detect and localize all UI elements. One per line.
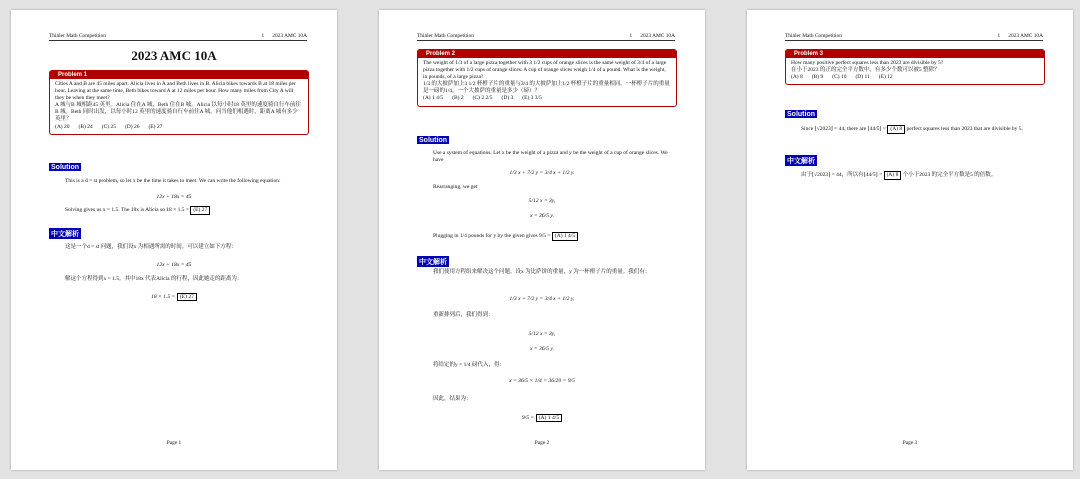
solution-text: Use a system of equations. Let x be the weight of a pizza and y be the weight of a cup of orange slices. We have xyxy=(433,150,668,164)
header-right: 2023 AMC 10A xyxy=(272,33,307,39)
page-1 xyxy=(11,10,337,470)
equation: 1/3 x + 7/2 y = 3/4 x + 1/2 y. xyxy=(509,296,575,302)
problem-box xyxy=(785,49,1045,85)
chinese-solution-text: 由于⌊√2023⌋ = 44，所以有⌊44/5⌋ = (A) 8 个小于2023 的完全平方数是5 的倍数。 xyxy=(801,171,1037,180)
equation: x = 36/5 × 1/4 = 36/20 = 9/5 xyxy=(509,378,575,384)
option: (E) 12 xyxy=(878,74,893,81)
chinese-solution-text: 这是一个d = st 问题，我们设x 为相遇所需的时间。可以建立如下方程： xyxy=(65,244,237,250)
equation: 12x + 18x = 45 xyxy=(156,194,192,200)
solution-text: Rearranging, we get xyxy=(433,184,478,190)
page-3 xyxy=(747,10,1073,470)
answer-options xyxy=(791,74,1039,81)
header-right: 2023 AMC 10A xyxy=(1008,33,1043,39)
problem-label: Problem 3 xyxy=(786,50,1044,58)
option: (C) 2 2/5 xyxy=(472,95,493,102)
option: (E) 3 3/5 xyxy=(522,95,542,102)
page-footer: Page 3 xyxy=(902,440,918,446)
chinese-solution-text: 我们使用方程组来解决这个问题。设x 为比萨饼的重量，y 为一杯橙子片的重量。我们有： xyxy=(433,269,651,275)
solution-text: Plugging in 1/4 pounds for y by the given gives 9/5 = (A) 1 4/5 xyxy=(433,232,669,241)
chinese-solution-text: 解这个方程得到x = 1.5。其中18x 代表Alicia 的行程，因此她走的距离为： xyxy=(65,276,243,282)
problem-text-zh: 1/3 的大披萨加上3 1/2 杯橙子片的重量与3/4 的大披萨加上1/2 杯橙子片的重量相同。一杯橙子片的重量是一磅的1/4。一个大披萨的重量是多少（磅）？ xyxy=(423,81,670,95)
chinese-solution-heading: 中文解析 xyxy=(49,228,81,239)
solution-text: Since ⌊√2023⌋ = 44, there are ⌊44/5⌋ = (A) 8 perfect squares less than 2023 that are divisible by 5. xyxy=(801,125,1037,134)
document-title: 2023 AMC 10A xyxy=(131,48,217,63)
solution-text: This is a d = st problem, so let x be the time it takes to meet. We can write the following equation: xyxy=(65,178,281,184)
solution-heading: Solution xyxy=(419,136,447,144)
header-left: Thinler Math Competition xyxy=(417,33,474,39)
solution-heading: Solution xyxy=(51,163,79,171)
problem-box xyxy=(417,49,677,107)
header-left: Thinler Math Competition xyxy=(49,33,106,39)
equation: 12x + 18x = 45 xyxy=(156,262,192,268)
equation: 9/5 = (A) 1 4/5 xyxy=(379,414,705,422)
problem-text-en: How many positive perfect squares less than 2023 are divisible by 5? xyxy=(791,60,944,66)
page-footer: Page 2 xyxy=(534,440,550,446)
header-num: 1 xyxy=(997,33,1001,39)
option: (A) 1 4/5 xyxy=(423,95,444,102)
problem-text-en: The weight of 1/3 of a large pizza together with 3 1/2 cups of orange slices is the same weight of 3/4 of a large pizza together with 1/2 cups of orange slices. A cup of orange slices weigh 1/4 of a pound. What is the weight, in pounds, of a large pizza? xyxy=(423,60,667,81)
option: (D) 3 xyxy=(501,95,514,102)
solution-text: Solving gives us x = 1.5. The 18x is Alicia so 18 × 1.5 = (E) 27 xyxy=(65,206,301,215)
option: (E) 27 xyxy=(148,123,163,130)
problem-label: Problem 1 xyxy=(50,71,308,79)
equation: x = 36/5 y. xyxy=(530,213,554,219)
option: (C) 25 xyxy=(101,123,116,130)
answer-box: (A) 1 4/5 xyxy=(536,414,563,422)
page-header xyxy=(49,33,307,41)
equation: 5/12 x = 3y, xyxy=(528,198,556,204)
answer-box: (E) 27 xyxy=(177,293,197,301)
header-num: 1 xyxy=(629,33,633,39)
option: (C) 10 xyxy=(832,74,847,81)
page-header xyxy=(417,33,675,41)
equation: 1/3 x + 7/2 y = 3/4 x + 1/2 y. xyxy=(509,170,575,176)
page-2 xyxy=(379,10,705,470)
solution-heading: Solution xyxy=(787,110,815,118)
equation: x = 36/5 y. xyxy=(530,346,554,352)
header-num: 1 xyxy=(261,33,265,39)
option: (B) 9 xyxy=(811,74,824,81)
option: (D) 26 xyxy=(124,123,140,130)
chinese-solution-text: 因此，结果为： xyxy=(433,396,472,402)
option: (A) 8 xyxy=(791,74,803,81)
chinese-solution-heading: 中文解析 xyxy=(785,155,817,166)
option: (D) 11 xyxy=(855,74,870,81)
option: (A) 20 xyxy=(55,123,70,130)
equation: 18 × 1.5 = (E) 27 xyxy=(11,293,337,301)
option: (B) 24 xyxy=(78,123,93,130)
page-header xyxy=(785,33,1043,41)
problem-label: Problem 2 xyxy=(418,50,676,58)
header-left: Thinler Math Competition xyxy=(785,33,842,39)
chinese-solution-heading: 中文解析 xyxy=(417,256,449,267)
problem-text-en: Cities A and B are 45 miles apart. Alicia lives in A and Beth lives in B. Alicia bikes towards B at 18 miles per hour. Leaving at the same time, Beth bikes toward A at 12 miles per hour. How many miles from City A will they be when they meet? xyxy=(55,81,296,102)
answer-options xyxy=(55,124,303,131)
problem-text-zh: A 城与B 城相距45 英里。Alicia 住在A 城，Beth 住在B 城。Alicia 以每小时18 英里的速度骑自行车前往B 城。Beth 同时出发，以每小时12 英里的速度骑自行车前往A 城。问当他们相遇时，距离A 城有多少英里？ xyxy=(55,102,301,123)
answer-box: (A) 1 4/5 xyxy=(552,232,578,241)
chinese-solution-text: 将给定的y = 1/4 磅代入，得： xyxy=(433,362,506,368)
answer-box: (A) 8 xyxy=(887,125,905,134)
equation: 5/12 x = 3y, xyxy=(528,331,556,337)
answer-options xyxy=(423,95,671,102)
page-footer: Page 1 xyxy=(166,440,182,446)
problem-text-zh: 在小于2023 的正的完全平方数中，有多少个数可以被5 整除？ xyxy=(791,67,940,74)
option: (B) 2 xyxy=(452,95,464,102)
answer-box: (E) 27 xyxy=(190,206,210,215)
header-right: 2023 AMC 10A xyxy=(640,33,675,39)
chinese-solution-text: 重新排列后，我们得到： xyxy=(433,312,494,318)
problem-box xyxy=(49,70,309,135)
answer-box: (A) 8 xyxy=(884,171,902,180)
